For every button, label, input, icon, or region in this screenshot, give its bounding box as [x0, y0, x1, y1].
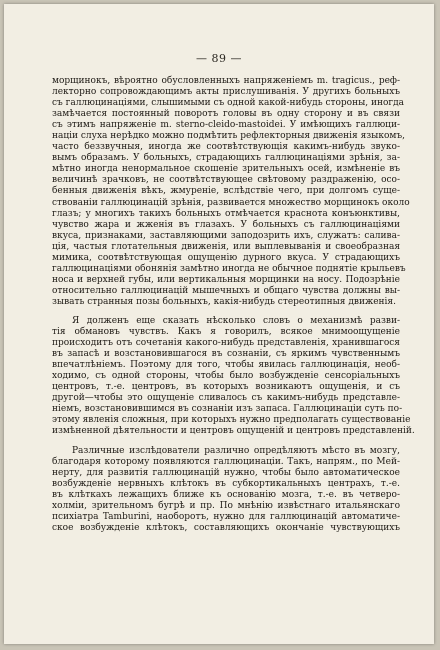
text-line: холміи, зрительномъ бугрѣ и пр. По мнѣнію извѣстнаго итальянскаго: [52, 500, 400, 511]
text-line: мимика, соотвѣтствующая ощущенію дурного вкуса. У страдающихъ: [52, 252, 400, 263]
text-line: тія обмановъ чувствъ. Какъ я говорилъ, всякое мнимоощущеніе: [52, 327, 400, 338]
text-line: ское возбужденіе клѣтокъ, составляющихъ окончаніе чувствующихъ: [52, 522, 400, 533]
text-line: галлюцинаціями обонянія замѣтно иногда не обычное поднятіе крыльевъ: [52, 263, 406, 274]
text-line: ствованіи галлюцинацій зрѣнія, развивается множество морщинокъ около: [52, 197, 410, 208]
text-line: благодаря которому появляются галлюцинаціи. Такъ, напрям., по Мей-: [52, 456, 400, 467]
text-line: бенныя движенія вѣкъ, жмуреніе, вслѣдствіе чего, при долгомъ суще-: [52, 186, 400, 197]
text-line: происходитъ отъ сочетанія какого-нибудь представленія, хранившагося: [52, 338, 400, 349]
text-line: центровъ, т.-е. центровъ, въ которыхъ возникаютъ ощущенія, и съ: [52, 382, 400, 393]
text-line: часто беззвучныя, иногда же соотвѣтствующія какимъ-нибудь звуко-: [52, 142, 400, 153]
text-line: чувство жара и жженія въ глазахъ. У больныхъ съ галлюцинаціями: [52, 219, 400, 230]
text-line: ходимо, съ одной стороны, чтобы было возбужденіе сенсоріальныхъ: [52, 371, 400, 382]
text-line: нерту, для развитія галлюцинацій нужно, чтобы было автоматическое: [52, 467, 400, 478]
text-line: вымъ образамъ. У больныхъ, страдающихъ галлюцинаціями зрѣнія, за-: [52, 153, 400, 164]
text-line: глазъ; у многихъ такихъ больныхъ отмѣчается краснота конъюнктивы,: [52, 208, 400, 219]
paragraph-2: [52, 315, 415, 438]
text-line: измѣненной дѣятельности и центровъ ощущеній и центровъ представленій.: [52, 426, 415, 437]
page-number: — 89 —: [196, 52, 242, 65]
text-line: впечатлѣніемъ. Поэтому для того, чтобы явилась галлюцинація, необ-: [52, 360, 400, 371]
text-line: возбужденіе нервныхъ клѣтокъ въ субкортикальныхъ центрахъ, т.-е.: [52, 478, 400, 489]
text-line: величинѣ зрачковъ, не соотвѣтствующее свѣтовому раздраженію, осо-: [52, 175, 400, 186]
page-text: [52, 76, 415, 534]
text-line: другой—чтобы это ощущеніе сливалось съ какимъ-нибудь представле-: [52, 393, 400, 404]
text-line: ніемъ, возстановившимся въ сознаніи изъ запаса. Галлюцинаціи суть по-: [52, 404, 403, 415]
text-line: ція, частыя глотательныя движенія, или выплевыванія и своеобразная: [52, 241, 400, 252]
text-line: въ клѣткахъ лежащихъ ближе къ основанію мозга, т.-е. въ четверо-: [52, 489, 400, 500]
text-line: лекторно сопровождающимъ акты прислушиванія. У другихъ больныхъ: [52, 87, 400, 98]
book-page: [4, 4, 434, 644]
text-line: съ галлюцинаціями, слышимыми съ одной какой-нибудь стороны, иногда: [52, 98, 404, 109]
text-line: морщинокъ, вѣроятно обусловленныхъ напряженіемъ m. tragicus., реф-: [52, 76, 400, 86]
text-line: замѣчается постоянный поворотъ головы въ одну сторону и въ связи: [52, 109, 400, 120]
paragraph-3: [52, 446, 400, 534]
text-line: зывать странныя позы больныхъ, какія-нибудь стереотипныя движенія.: [52, 296, 396, 307]
text-line: относительно галлюцинацій мышечныхъ и общаго чувства должны вы-: [52, 285, 400, 296]
text-line: мѣтно иногда ненормальное скошеніе зрительныхъ осей, измѣненіе въ: [52, 164, 400, 175]
text-line: психіатра Tamburini, наоборотъ, нужно для галлюцинацій автоматиче-: [52, 511, 400, 522]
paragraph-1: [52, 76, 410, 308]
text-line: націи слуха нерѣдко можно подмѣтить рефлекторныя движенія языкомъ,: [52, 131, 405, 142]
text-line: съ этимъ напряженіе m. sterno-cleido-mastoidei. У имѣющихъ галлюци-: [52, 120, 400, 131]
text-line: Различные изслѣдователи различно опредѣляютъ мѣсто въ мозгу,: [72, 445, 400, 456]
text-line: Я долженъ еще сказать нѣсколько словъ о механизмѣ разви-: [72, 315, 400, 326]
text-line: этому явленія сложныя, при которыхъ нужно предполагать существованіе: [52, 415, 411, 426]
text-line: въ запасѣ и возстановившагося въ сознаніи, съ яркимъ чувственнымъ: [52, 349, 400, 360]
text-line: вкуса, признаками, заставляющими заподозрить ихъ, служатъ: салива-: [52, 230, 400, 241]
text-line: носа и верхней губы, или вертикальныя морщинки на носу. Подозрѣніе: [52, 274, 400, 285]
